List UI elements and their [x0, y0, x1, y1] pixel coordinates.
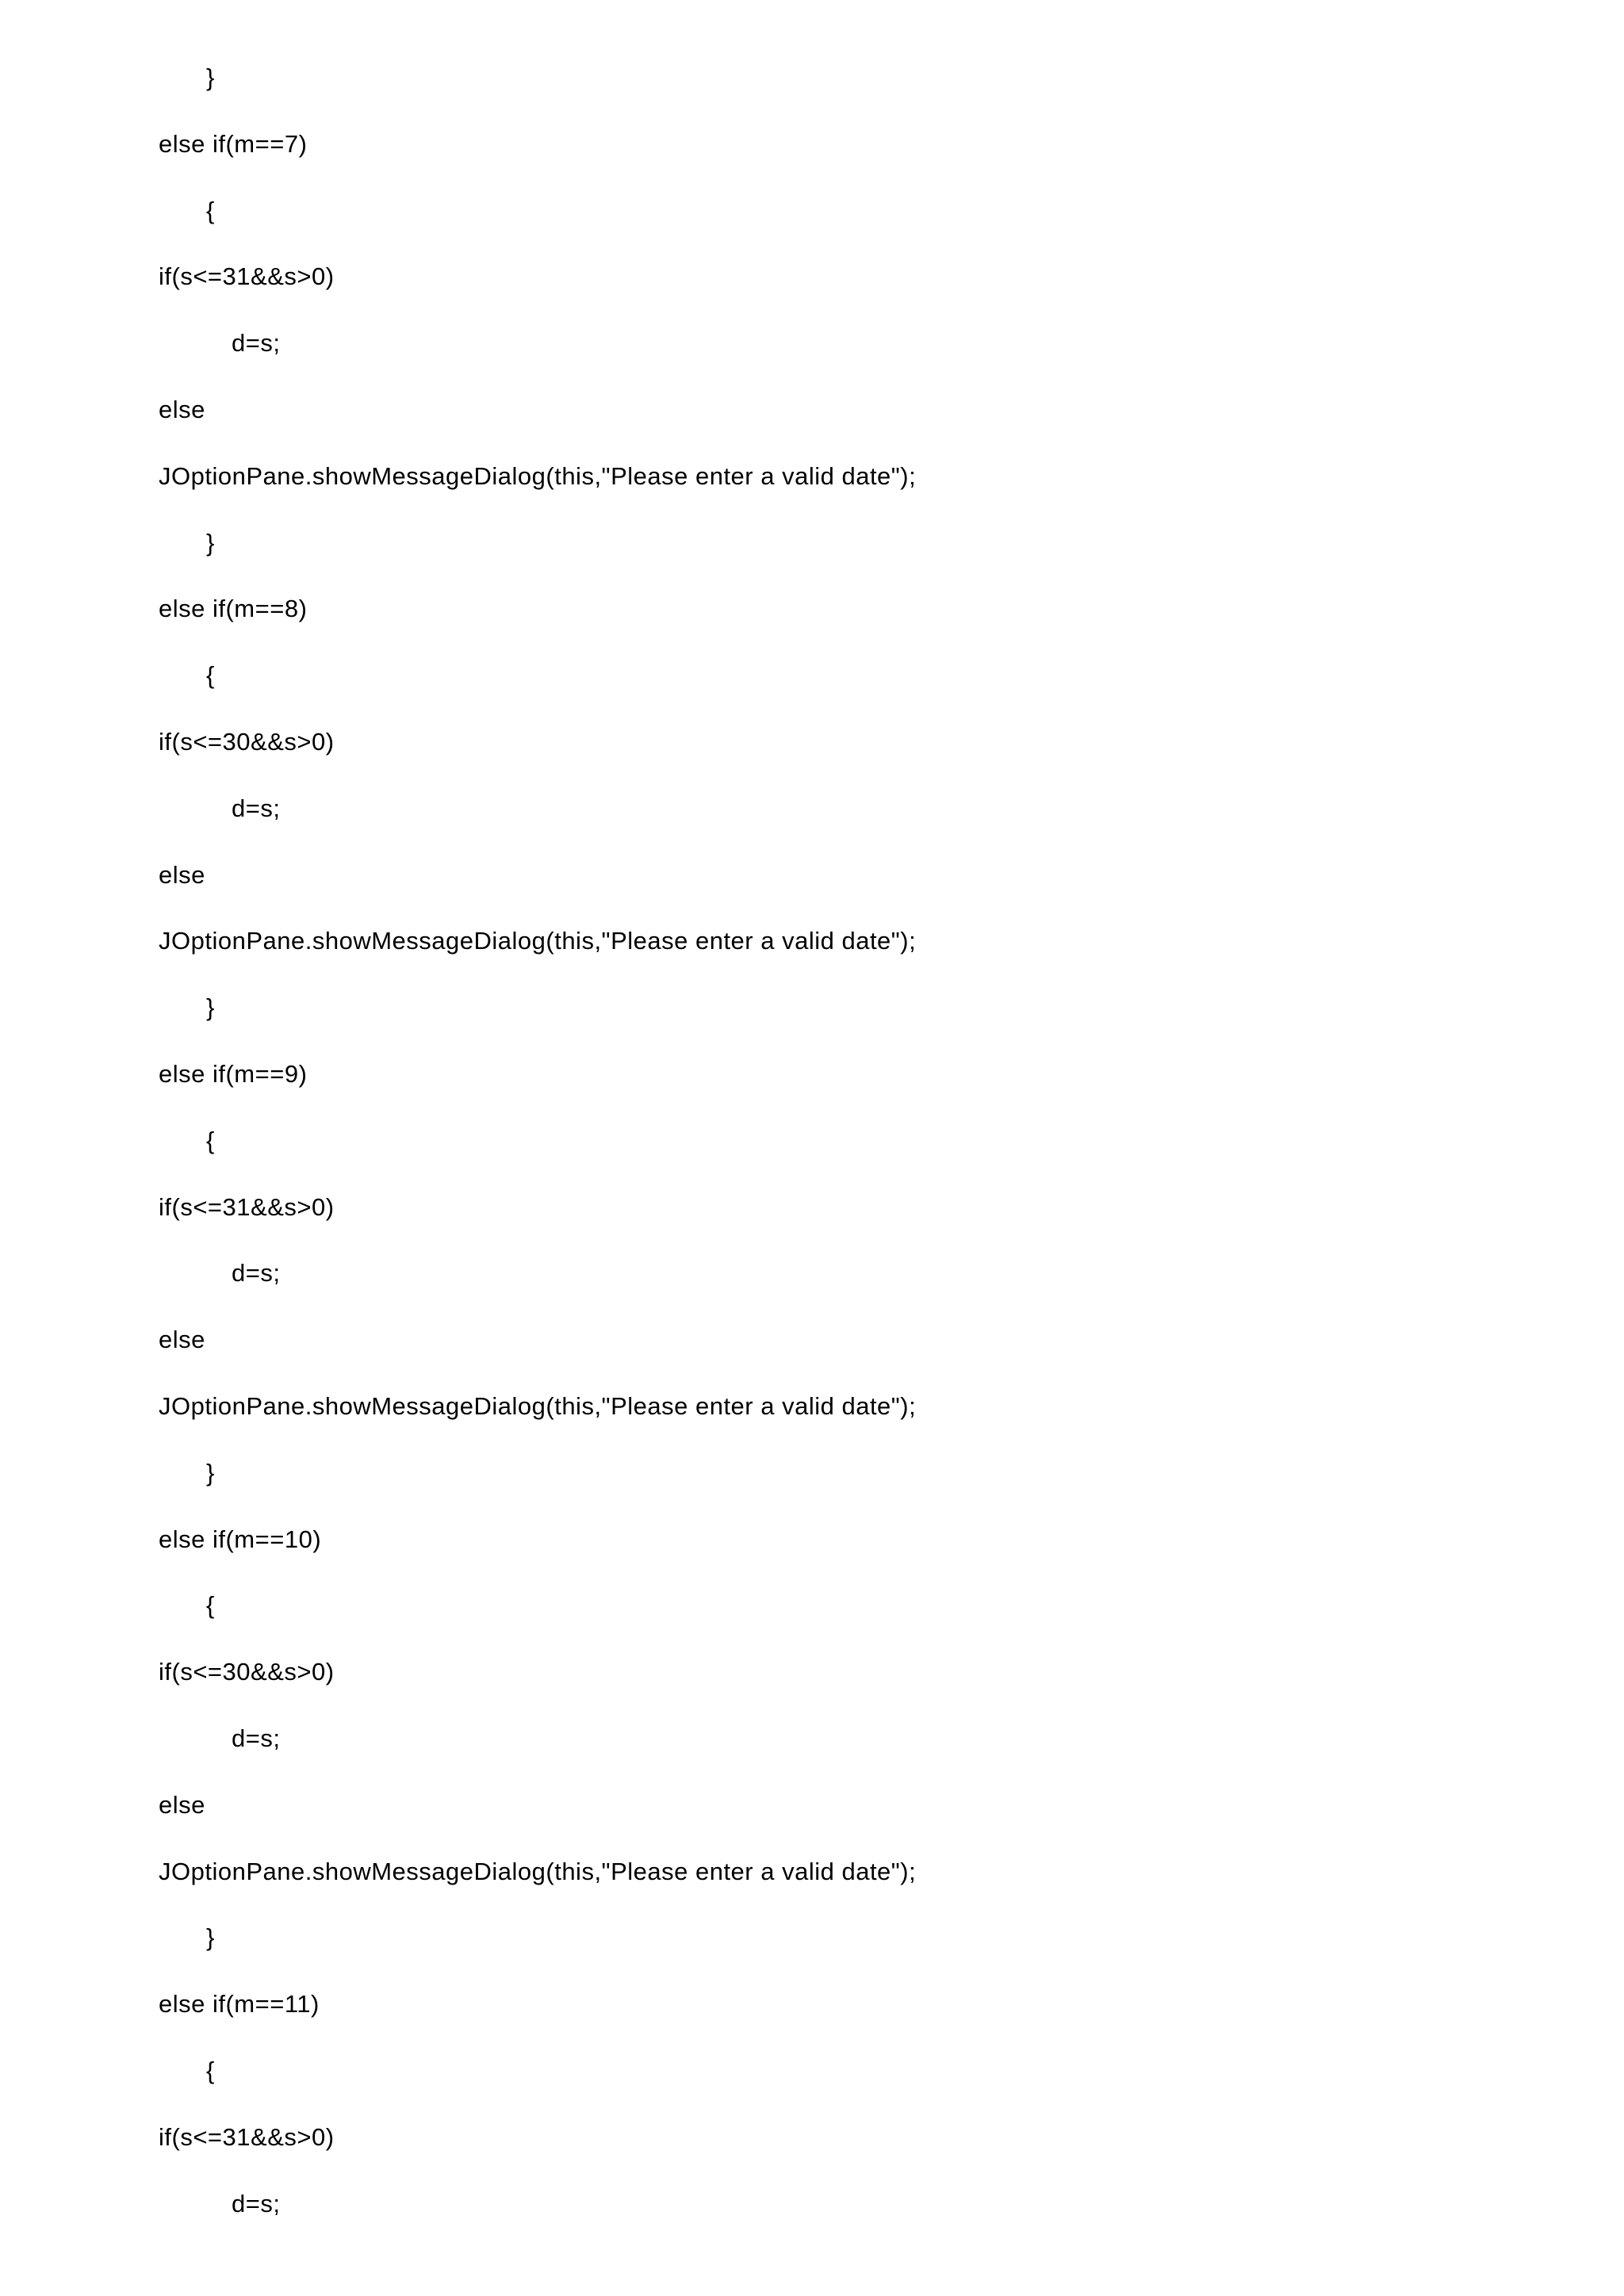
code-line: }	[206, 1923, 215, 1952]
code-line: }	[206, 1458, 215, 1487]
code-line: JOptionPane.showMessageDialog(this,"Please enter a valid date");	[159, 1857, 917, 1885]
code-line: JOptionPane.showMessageDialog(this,"Please enter a valid date");	[159, 927, 917, 955]
code-line: if(s<=31&&s>0)	[159, 262, 335, 291]
code-line: }	[206, 63, 215, 91]
code-line: }	[206, 528, 215, 557]
code-line: d=s;	[232, 329, 281, 358]
code-line: if(s<=30&&s>0)	[159, 728, 335, 756]
code-line: if(s<=31&&s>0)	[159, 2122, 335, 2151]
code-line: else	[159, 860, 205, 889]
code-line: {	[206, 2057, 215, 2084]
code-line: {	[206, 1591, 215, 1620]
code-line: }	[206, 993, 215, 1022]
code-line: d=s;	[232, 2189, 281, 2218]
code-line: else	[159, 396, 205, 423]
code-line: JOptionPane.showMessageDialog(this,"Please enter a valid date");	[159, 461, 917, 490]
code-line: else if(m==9)	[159, 1060, 308, 1088]
code-line: else	[159, 1326, 205, 1354]
code-line: d=s;	[232, 794, 281, 822]
code-line: else	[159, 1790, 205, 1819]
code-line: d=s;	[232, 1259, 281, 1288]
code-line: {	[206, 661, 215, 690]
code-line: else if(m==11)	[159, 1990, 320, 2019]
code-line: {	[206, 1126, 215, 1154]
code-line: if(s<=30&&s>0)	[159, 1658, 335, 1686]
code-line: else if(m==7)	[159, 129, 308, 158]
code-line: JOptionPane.showMessageDialog(this,"Please enter a valid date");	[159, 1392, 917, 1420]
code-line: else if(m==10)	[159, 1525, 322, 1553]
code-line: if(s<=31&&s>0)	[159, 1192, 335, 1221]
code-line: else if(m==8)	[159, 595, 308, 623]
code-line: d=s;	[232, 1724, 281, 1752]
code-line: {	[206, 196, 215, 224]
